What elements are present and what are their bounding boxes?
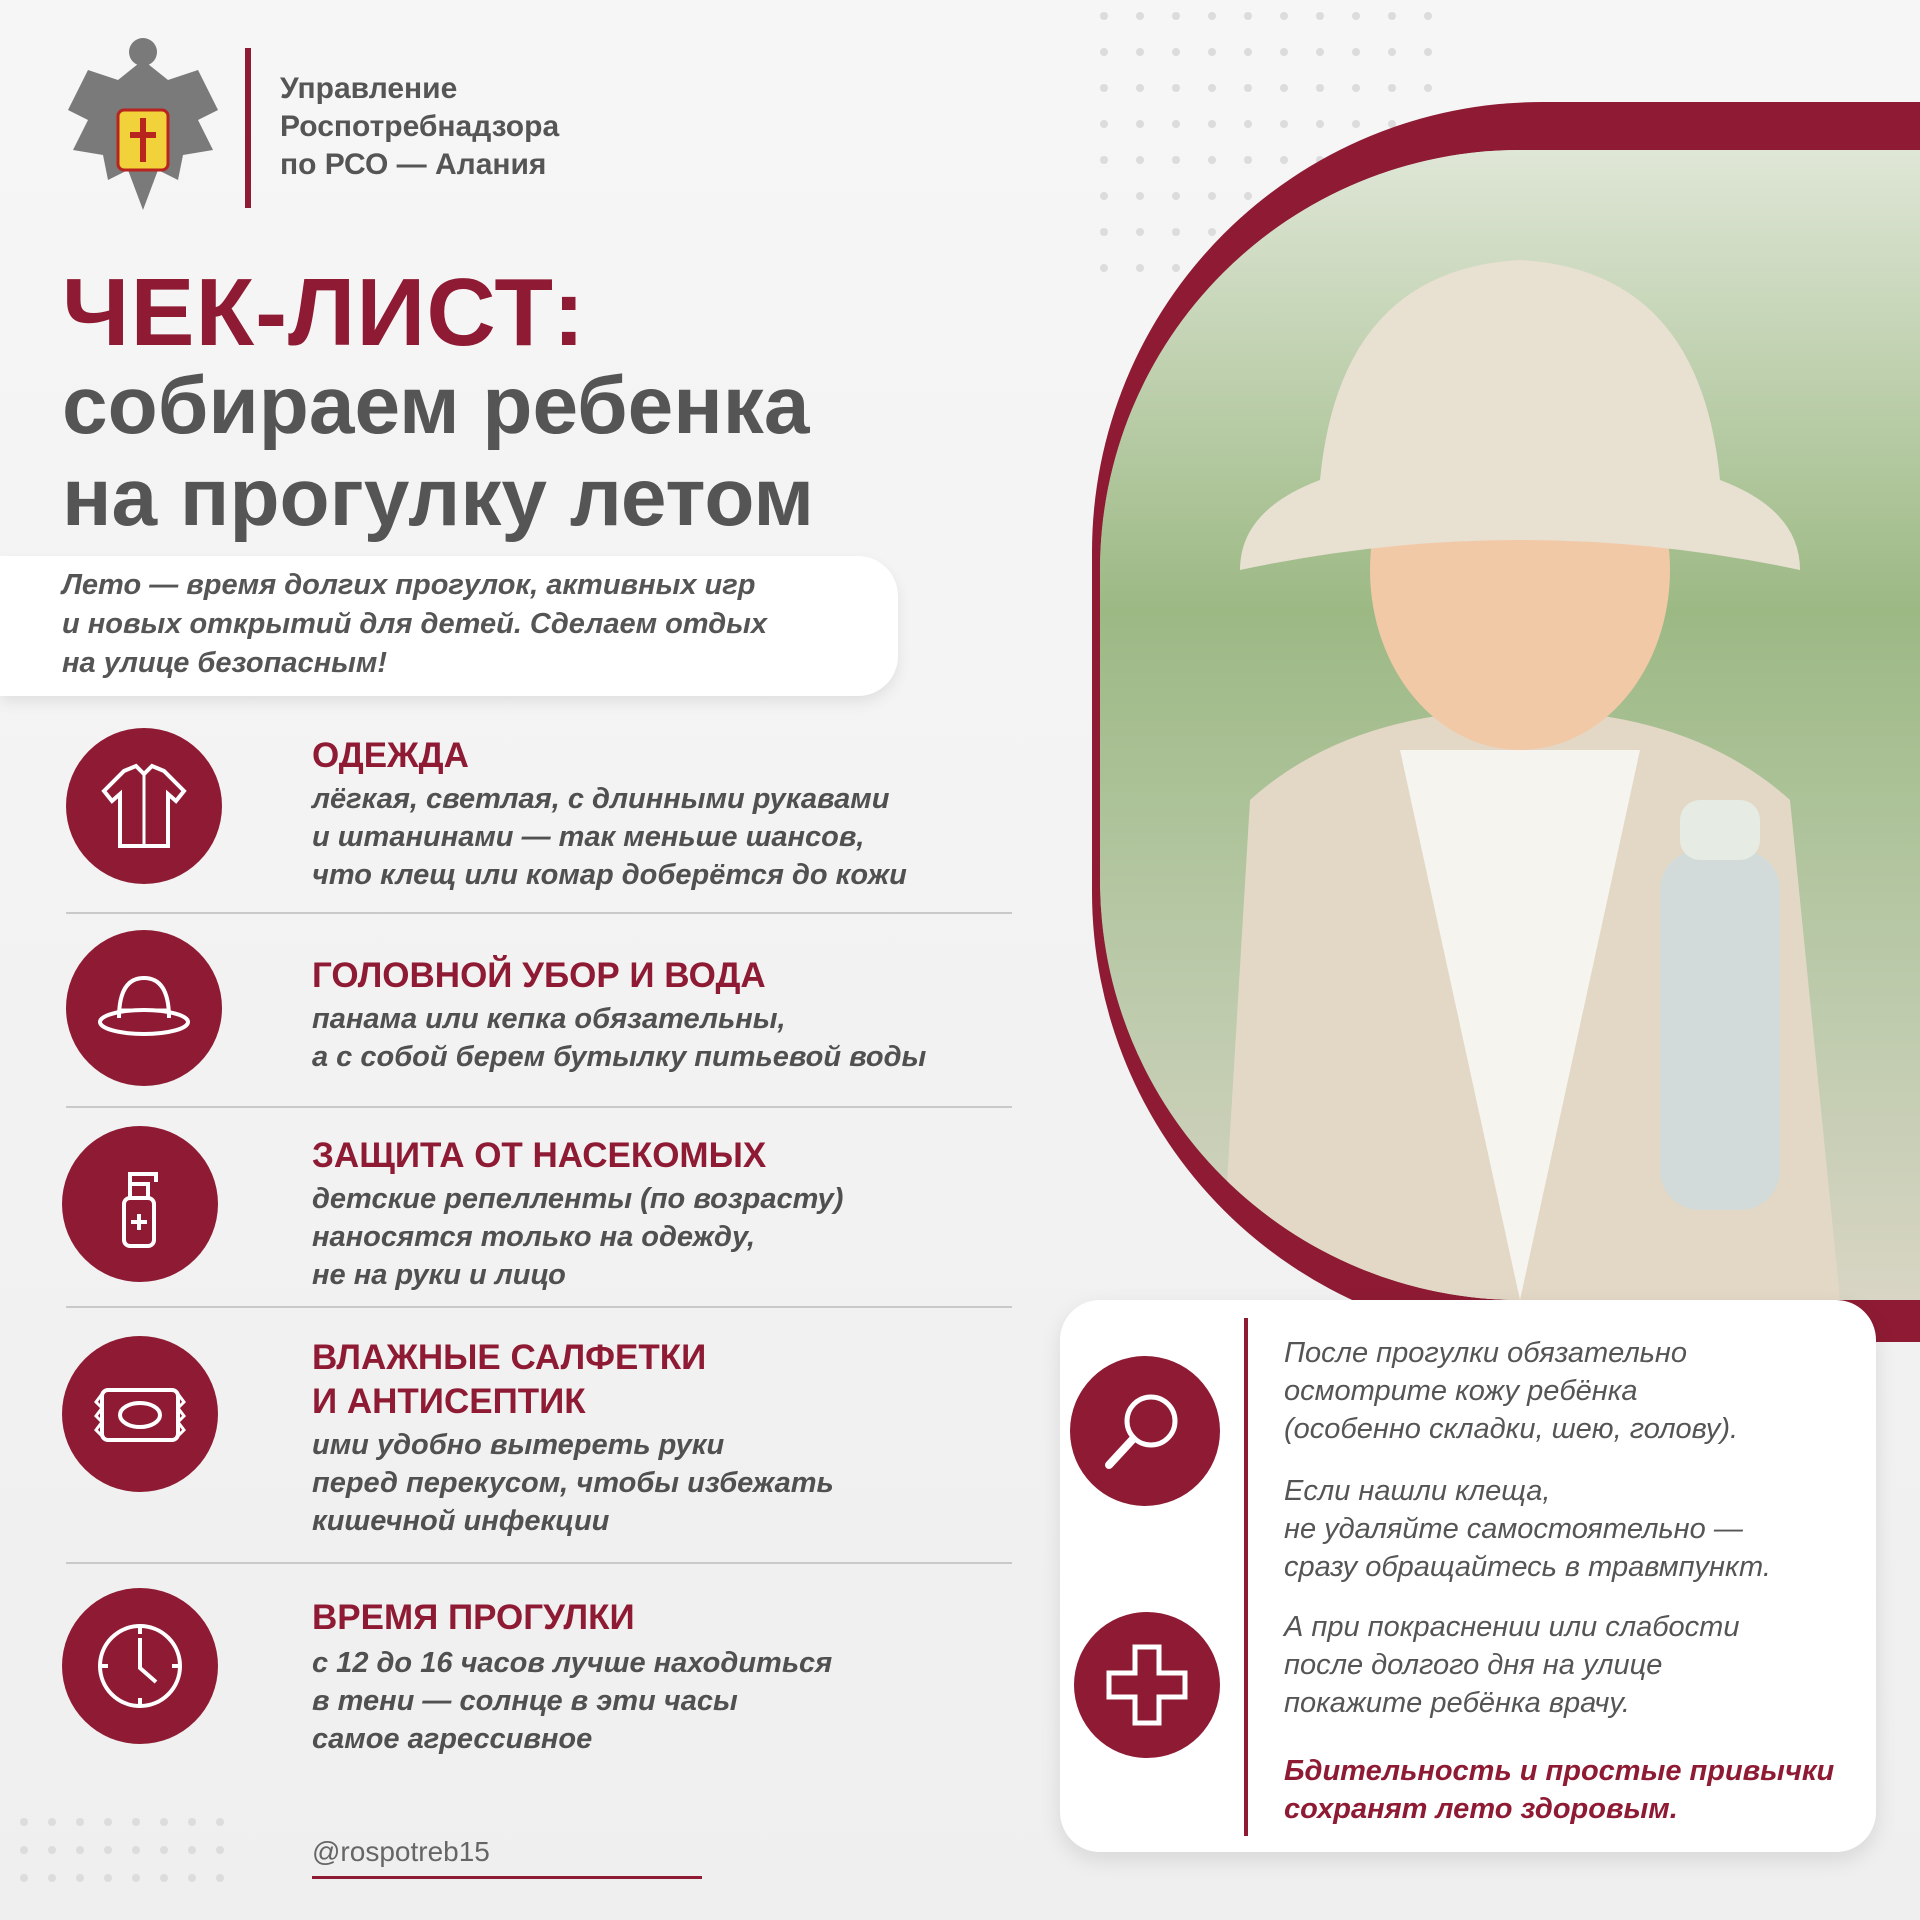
decorative-dot — [1244, 120, 1252, 128]
card-p2-line-3: сразу обращайтесь в травмпункт. — [1284, 1551, 1771, 1583]
decorative-dot — [1208, 48, 1216, 56]
decorative-dot — [1244, 12, 1252, 20]
decorative-dot — [1136, 84, 1144, 92]
decorative-dot — [1172, 120, 1180, 128]
magnifier-icon — [1070, 1356, 1220, 1506]
decorative-dot — [1280, 48, 1288, 56]
decorative-dot — [1424, 48, 1432, 56]
insects-line-2: наносятся только на одежду, — [312, 1221, 756, 1253]
spray-bottle-icon — [62, 1126, 218, 1282]
decorative-dot — [1208, 12, 1216, 20]
decorative-dot — [1208, 120, 1216, 128]
insects-line-1: детские репелленты (по возрасту) — [312, 1183, 844, 1215]
decorative-dot — [1136, 192, 1144, 200]
org-line-2: Роспотребнадзора — [280, 110, 560, 143]
org-line-1: Управление — [280, 72, 458, 105]
decorative-dot — [188, 1846, 196, 1854]
handle-underline — [312, 1876, 702, 1879]
decorative-dot — [1172, 48, 1180, 56]
item-desc-hat — [312, 1000, 1012, 1076]
social-handle: @rospotreb15 — [312, 1836, 490, 1867]
intro-text — [62, 566, 862, 683]
decorative-dot — [1136, 228, 1144, 236]
decorative-dot — [20, 1874, 28, 1882]
decorative-dot — [1136, 48, 1144, 56]
hat-line-2: а с собой берем бутылку питьевой воды — [312, 1041, 927, 1073]
decorative-dot — [104, 1846, 112, 1854]
intro-line-2: и новых открытий для детей. Сделаем отдых — [62, 608, 768, 640]
decorative-dot — [1316, 12, 1324, 20]
time-line-2: в тени — солнце в эти часы — [312, 1685, 738, 1717]
decorative-dot — [1280, 156, 1288, 164]
decorative-dot — [104, 1874, 112, 1882]
decorative-dot — [1136, 264, 1144, 272]
decorative-dot — [1172, 84, 1180, 92]
decorative-dot — [76, 1874, 84, 1882]
shirt-icon — [66, 728, 222, 884]
decorative-dot — [1388, 84, 1396, 92]
divider-3 — [66, 1306, 1012, 1308]
card-p3-line-3: покажите ребёнка врачу. — [1284, 1687, 1630, 1719]
decorative-dot — [1352, 48, 1360, 56]
decorative-dot — [76, 1818, 84, 1826]
decorative-dot — [160, 1818, 168, 1826]
decorative-dot — [1136, 120, 1144, 128]
decorative-dot — [1100, 48, 1108, 56]
decorative-dot — [1208, 228, 1216, 236]
decorative-dot — [1280, 12, 1288, 20]
wipes-pack-icon — [62, 1336, 218, 1492]
decorative-dot — [1208, 156, 1216, 164]
divider-4 — [66, 1562, 1012, 1564]
decorative-dot — [1316, 120, 1324, 128]
wipes-line-2: перед перекусом, чтобы избежать — [312, 1467, 834, 1499]
decorative-dot — [1100, 228, 1108, 236]
decorative-dot — [1172, 228, 1180, 236]
time-line-1: с 12 до 16 часов лучше находиться — [312, 1647, 833, 1679]
divider-1 — [66, 912, 1012, 914]
medical-cross-icon — [1074, 1612, 1220, 1758]
org-name — [280, 70, 559, 184]
decorative-dot — [160, 1874, 168, 1882]
decorative-dot — [1100, 12, 1108, 20]
item-title-insects: ЗАЩИТА ОТ НАСЕКОМЫХ — [312, 1136, 767, 1175]
decorative-dot — [1388, 12, 1396, 20]
decorative-dot — [216, 1818, 224, 1826]
decorative-dot — [1100, 120, 1108, 128]
decorative-dot — [188, 1874, 196, 1882]
decorative-dot — [1244, 84, 1252, 92]
decorative-dot — [1208, 84, 1216, 92]
card-paragraph-2 — [1284, 1472, 1864, 1586]
org-line-3: по РСО — Алания — [280, 148, 547, 181]
decorative-dot — [48, 1846, 56, 1854]
decorative-dot — [104, 1818, 112, 1826]
card-paragraph-1 — [1284, 1334, 1864, 1448]
decorative-dot — [20, 1846, 28, 1854]
wipes-title-2: И АНТИСЕПТИК — [312, 1382, 586, 1421]
decorative-dot — [1100, 192, 1108, 200]
decorative-dot — [1172, 12, 1180, 20]
wipes-line-1: ими удобно вытереть руки — [312, 1429, 725, 1461]
time-line-3: самое агрессивное — [312, 1723, 593, 1755]
subtitle-line-2: на прогулку летом — [62, 452, 815, 543]
decorative-dot — [1280, 120, 1288, 128]
card-p3-line-1: А при покраснении или слабости — [1284, 1611, 1740, 1643]
child-photo — [1100, 150, 1920, 1300]
card-p1-line-2: осмотрите кожу ребёнка — [1284, 1375, 1638, 1407]
decorative-dot — [132, 1874, 140, 1882]
card-p1-line-1: После прогулки обязательно — [1284, 1337, 1688, 1369]
decorative-dot — [1352, 84, 1360, 92]
page-title: ЧЕК-ЛИСТ: — [62, 259, 586, 366]
decorative-dot — [1388, 48, 1396, 56]
decorative-dot — [48, 1874, 56, 1882]
decorative-dot — [1100, 156, 1108, 164]
intro-line-3: на улице безопасным! — [62, 647, 387, 679]
decorative-dot — [48, 1818, 56, 1826]
decorative-dot — [188, 1818, 196, 1826]
item-title-clothing: ОДЕЖДА — [312, 736, 469, 775]
emblem-icon — [58, 30, 228, 230]
item-desc-clothing — [312, 780, 1012, 894]
wipes-line-3: кишечной инфекции — [312, 1505, 610, 1537]
decorative-dot — [216, 1846, 224, 1854]
decorative-dot — [1136, 12, 1144, 20]
item-desc-time — [312, 1644, 1012, 1758]
dot-pattern-bottom — [20, 1818, 250, 1908]
decorative-dot — [216, 1874, 224, 1882]
card-p4-line-1: Бдительность и простые привычки — [1284, 1755, 1835, 1787]
decorative-dot — [1208, 192, 1216, 200]
decorative-dot — [20, 1818, 28, 1826]
subtitle-line-1: собираем ребенка — [62, 360, 810, 451]
item-title-time: ВРЕМЯ ПРОГУЛКИ — [312, 1598, 635, 1637]
org-divider — [245, 48, 251, 208]
card-p3-line-2: после долгого дня на улице — [1284, 1649, 1663, 1681]
decorative-dot — [1172, 192, 1180, 200]
card-p2-line-2: не удаляйте самостоятельно — — [1284, 1513, 1743, 1545]
card-paragraph-3 — [1284, 1608, 1864, 1722]
hat-line-1: панама или кепка обязательны, — [312, 1003, 786, 1035]
decorative-dot — [76, 1846, 84, 1854]
decorative-dot — [1172, 156, 1180, 164]
decorative-dot — [1172, 264, 1180, 272]
insects-line-3: не на руки и лицо — [312, 1259, 566, 1291]
decorative-dot — [1244, 48, 1252, 56]
decorative-dot — [160, 1846, 168, 1854]
decorative-dot — [1352, 12, 1360, 20]
item-title-hat: ГОЛОВНОЙ УБОР И ВОДА — [312, 956, 766, 995]
decorative-dot — [1352, 120, 1360, 128]
page-subtitle — [62, 360, 814, 544]
card-p4-line-2: сохранят лето здоровым. — [1284, 1793, 1678, 1825]
decorative-dot — [1244, 192, 1252, 200]
decorative-dot — [132, 1818, 140, 1826]
card-p1-line-3: (особенно складки, шею, голову). — [1284, 1413, 1739, 1445]
decorative-dot — [132, 1846, 140, 1854]
wipes-title-1: ВЛАЖНЫЕ САЛФЕТКИ — [312, 1338, 707, 1377]
clock-icon — [62, 1588, 218, 1744]
item-desc-insects — [312, 1180, 1012, 1294]
decorative-dot — [1244, 156, 1252, 164]
item-desc-wipes — [312, 1426, 1012, 1540]
item-title-wipes — [312, 1336, 706, 1424]
decorative-dot — [1424, 84, 1432, 92]
divider-2 — [66, 1106, 1012, 1108]
decorative-dot — [1424, 12, 1432, 20]
decorative-dot — [1316, 84, 1324, 92]
card-p2-line-1: Если нашли клеща, — [1284, 1475, 1551, 1507]
decorative-dot — [1280, 84, 1288, 92]
clothing-line-1: лёгкая, светлая, с длинными рукавами — [312, 783, 890, 815]
clothing-line-2: и штанинами — так меньше шансов, — [312, 821, 865, 853]
clothing-line-3: что клещ или комар доберётся до кожи — [312, 859, 907, 891]
hat-icon — [66, 930, 222, 1086]
card-divider — [1244, 1318, 1248, 1836]
decorative-dot — [1316, 48, 1324, 56]
decorative-dot — [1100, 84, 1108, 92]
decorative-dot — [1100, 264, 1108, 272]
decorative-dot — [1136, 156, 1144, 164]
intro-line-1: Лето — время долгих прогулок, активных игр — [62, 569, 756, 601]
card-paragraph-4 — [1284, 1752, 1864, 1828]
